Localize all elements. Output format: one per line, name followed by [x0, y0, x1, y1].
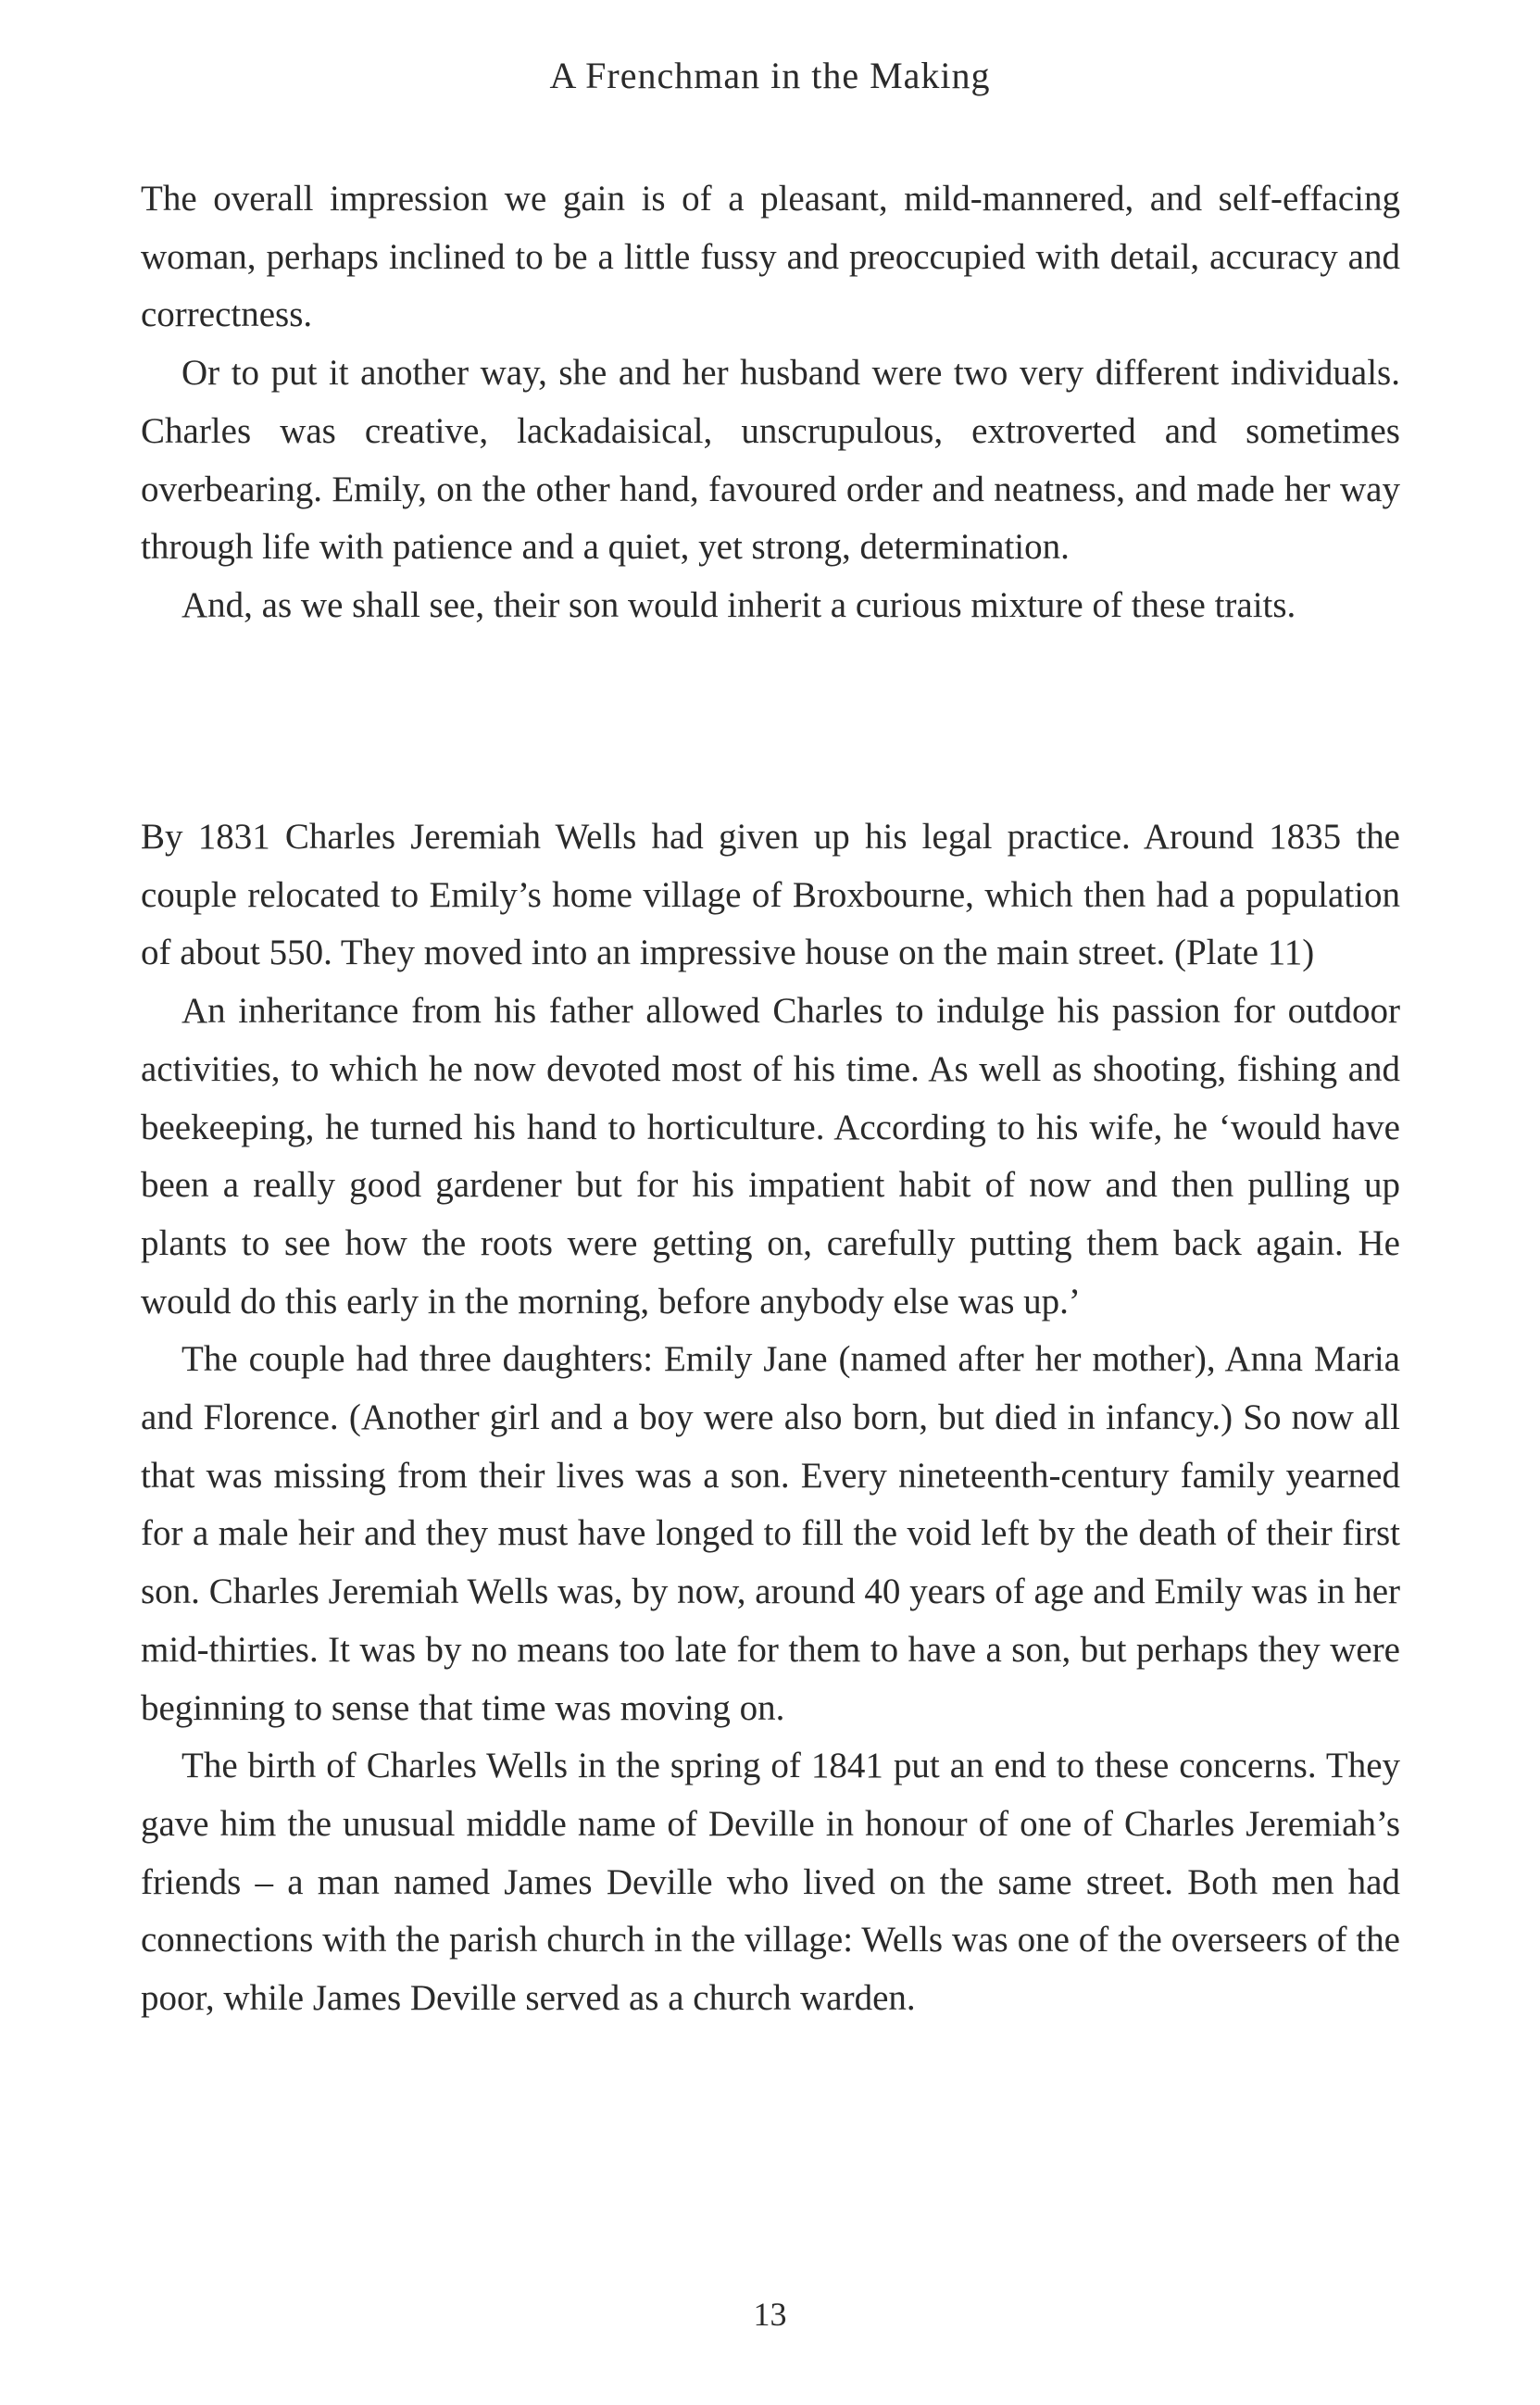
paragraph: By 1831 Charles Jeremiah Wells had given up his legal practice. Around 1835 the couple relocated to Emily’s home village of Broxbourne, which then had a population of about 550. They moved into an impressive house on the main street. (Plate 11) [141, 817, 1400, 973]
paragraph: And, as we shall see, their son would inherit a curious mixture of these traits. [182, 584, 1296, 625]
page-number: 13 [753, 2296, 787, 2333]
text-section-1 [141, 170, 1400, 635]
paragraph: The couple had three daughters: Emily Jane (named after her mother), Anna Maria and Florence. (Another girl and a boy were also born, but died in infancy.) So now all that was missing from their lives was a son. Every nineteenth-century family yearned for a male heir and they must have longed to fill the void left by the death of their first son. Charles Jeremiah Wells was, by now, around 40 years of age and Emily was in her mid-thirties. It was by no means too late for them to have a son, but perhaps they were beginning to sense that time was moving on. [141, 1339, 1400, 1728]
paragraph: An inheritance from his father allowed Charles to indulge his passion for outdoor activities, to which he now devoted most of his time. As well as shooting, fishing and beekeeping, he turned his hand to horticulture. According to his wife, he ‘would have been a really good gardener but for his impatient habit of now and then pulling up plants to see how the roots were getting on, carefully putting them back again. He would do this early in the morning, before anybody else was up.’ [141, 991, 1400, 1321]
paragraph: Or to put it another way, she and her husband were two very different individuals. Charles was creative, lackadaisical, unscrupulous, extroverted and sometimes overbearing. Emily, on the other hand, favoured order and neatness, and made her way through life with patience and a quiet, yet strong, determination. [141, 353, 1400, 568]
running-head: A Frenchman in the Making [549, 55, 991, 96]
paragraph: The overall impression we gain is of a pleasant, mild-mannered, and self-effacing woman, perhaps inclined to be a little fussy and preoccupied with detail, accuracy and correctness. [141, 179, 1400, 335]
text-section-2 [141, 808, 1400, 2028]
paragraph: The birth of Charles Wells in the spring of 1841 put an end to these concerns. They gave him the unusual middle name of Deville in honour of one of Charles Jeremiah’s friends – a man named James Deville who lived on the same street. Both men had connections with the parish church in the village: Wells was one of the overseers of the poor, while James Deville served as a church warden. [141, 1746, 1400, 2019]
